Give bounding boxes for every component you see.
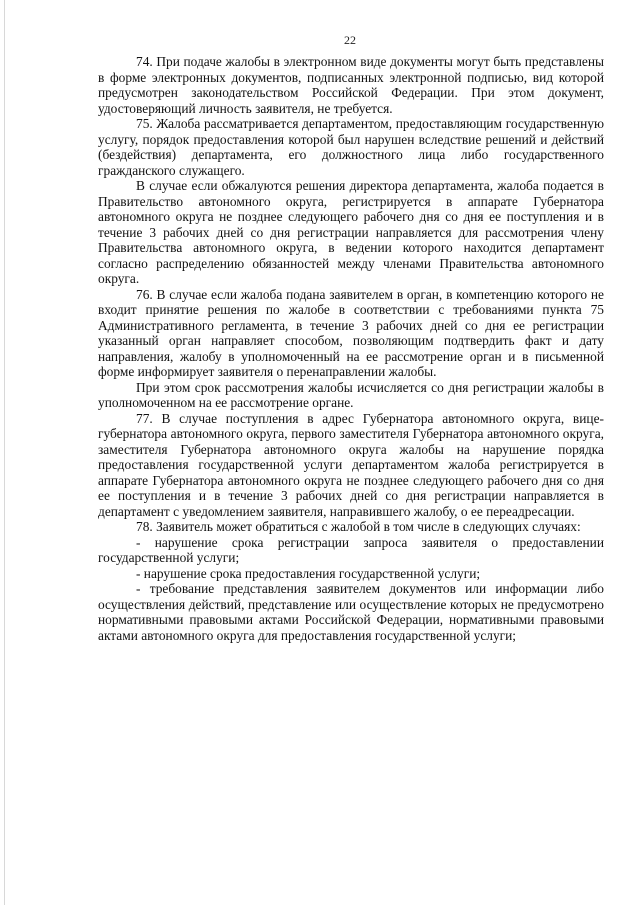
paragraph-75-director-case: В случае если обжалуются решения директора департамента, жалоба подается в Правительство автономного округа, регистрируется в аппарате Губернатора автономного округа не позднее следующего рабочего дня со дня ее поступления и в течение 3 рабочих дней со дня регистрации направляется для рассмотрения члену Правительства автономного округа, в ведении которого находится департамент согласно распределению обязанностей между членами Правительства автономного округа. xyxy=(98,178,604,286)
page-left-edge xyxy=(4,0,5,905)
list-item-extra-documents: - требование представления заявителем документов или информации либо осуществления действий, представление или осуществление которых не предусмотрено нормативными правовыми актами Российской Федерации, нормативными правовыми актами автономного округа для предоставления государственной услуги; xyxy=(98,581,604,643)
paragraph-78: 78. Заявитель может обратиться с жалобой в том числе в следующих случаях: xyxy=(136,519,581,534)
paragraph-74: 74. При подаче жалобы в электронном виде документы могут быть представлены в форме электронных документов, подписанных электронной подписью, вид которой предусмотрен законодательством Российской Федерации. При этом документ, удостоверяющий личность заявителя, не требуется. xyxy=(98,54,604,116)
paragraph-75: 75. Жалоба рассматривается департаментом, предоставляющим государственную услугу, порядок предоставления которой был нарушен вследствие решений и действий (бездействия) департамента, его должностного лица либо государственного гражданского служащего. xyxy=(98,116,604,178)
document-body xyxy=(98,54,604,643)
paragraph-76: 76. В случае если жалоба подана заявителем в орган, в компетенцию которого не входит принятие решения по жалобе в соответствии с требованиями пункта 75 Административного регламента, в течение 3 рабочих дней со дня ее регистрации указанный орган направляет способом, позволяющим подтвердить факт и дату направления, жалобу в уполномоченный на ее рассмотрение орган и в письменной форме информирует заявителя о перенаправлении жалобы. xyxy=(98,286,604,379)
paragraph-77: 77. В случае поступления в адрес Губернатора автономного округа, вице-губернатора автономного округа, первого заместителя Губернатора автономного округа, заместителя Губернатора автономного округа жалобы на нарушение порядка предоставления государственной услуги департаментом жалоба регистрируется в аппарате Губернатора автономного округа не позднее следующего рабочего дня со дня ее поступления и в течение 3 рабочих дней со дня регистрации направляется в департамент с уведомлением заявителя, направившего жалобу, о ее переадресации. xyxy=(98,410,604,519)
paragraph-76-term: При этом срок рассмотрения жалобы исчисляется со дня регистрации жалобы в уполномоченном на ее рассмотрение органе. xyxy=(98,379,604,410)
list-item-registration-deadline: - нарушение срока регистрации запроса заявителя о предоставлении государственной услуги; xyxy=(98,534,604,565)
list-item-service-deadline: - нарушение срока предоставления государственной услуги; xyxy=(136,565,481,581)
page-number: 22 xyxy=(344,33,356,47)
